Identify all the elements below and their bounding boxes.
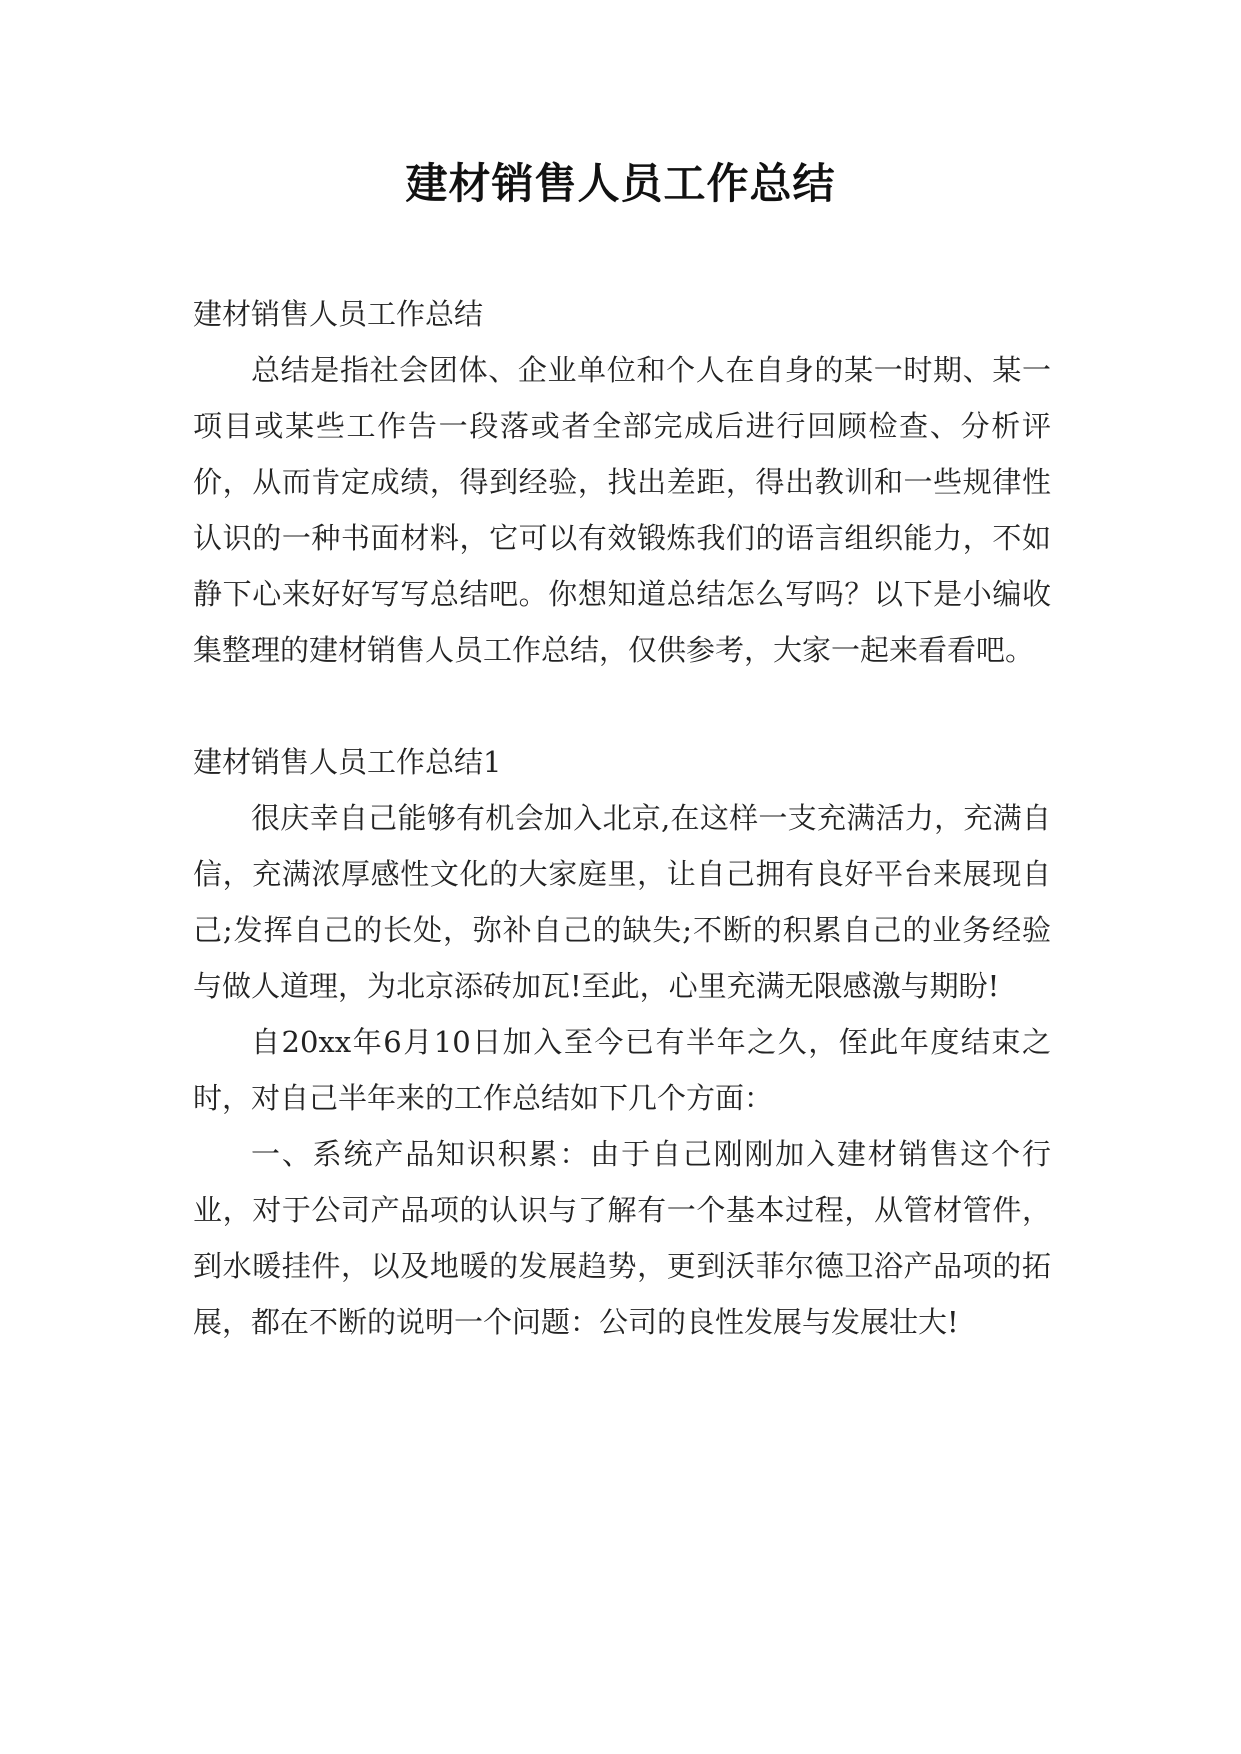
document-title: 建材销售人员工作总结 bbox=[405, 159, 836, 208]
section-1-heading: 建材销售人员工作总结1 bbox=[193, 745, 502, 779]
document-body bbox=[193, 286, 1051, 1350]
intro-heading: 建材销售人员工作总结 bbox=[193, 297, 484, 331]
intro-paragraph: 总结是指社会团体、企业单位和个人在自身的某一时期、某一项目或某些工作告一段落或者全部完成后进行回顾检查、分析评价，从而肯定成绩，得到经验，找出差距，得出教训和一些规律性认识的一种书面材料，它可以有效锻炼我们的语言组织能力，不如静下心来好好写写总结吧。你想知道总结怎么写吗？以下是小编收集整理的建材销售人员工作总结，仅供参考，大家一起来看看吧。 bbox=[193, 353, 1051, 667]
section-1-paragraph-3: 一、系统产品知识积累：由于自己刚刚加入建材销售这个行业，对于公司产品项的认识与了解有一个基本过程，从管材管件，到水暖挂件，以及地暖的发展趋势，更到沃菲尔德卫浴产品项的拓展，都在不断的说明一个问题：公司的良性发展与发展壮大! bbox=[193, 1137, 1051, 1339]
section-1-paragraph-2: 自20xx年6月10日加入至今已有半年之久，侄此年度结束之时，对自己半年来的工作总结如下几个方面： bbox=[193, 1025, 1051, 1115]
section-1-paragraph-1: 很庆幸自己能够有机会加入北京,在这样一支充满活力，充满自信，充满浓厚感性文化的大家庭里，让自己拥有良好平台来展现自己;发挥自己的长处，弥补自己的缺失;不断的积累自己的业务经验与做人道理，为北京添砖加瓦!至此，心里充满无限感激与期盼! bbox=[193, 801, 1051, 1003]
section-spacer bbox=[193, 678, 1051, 734]
